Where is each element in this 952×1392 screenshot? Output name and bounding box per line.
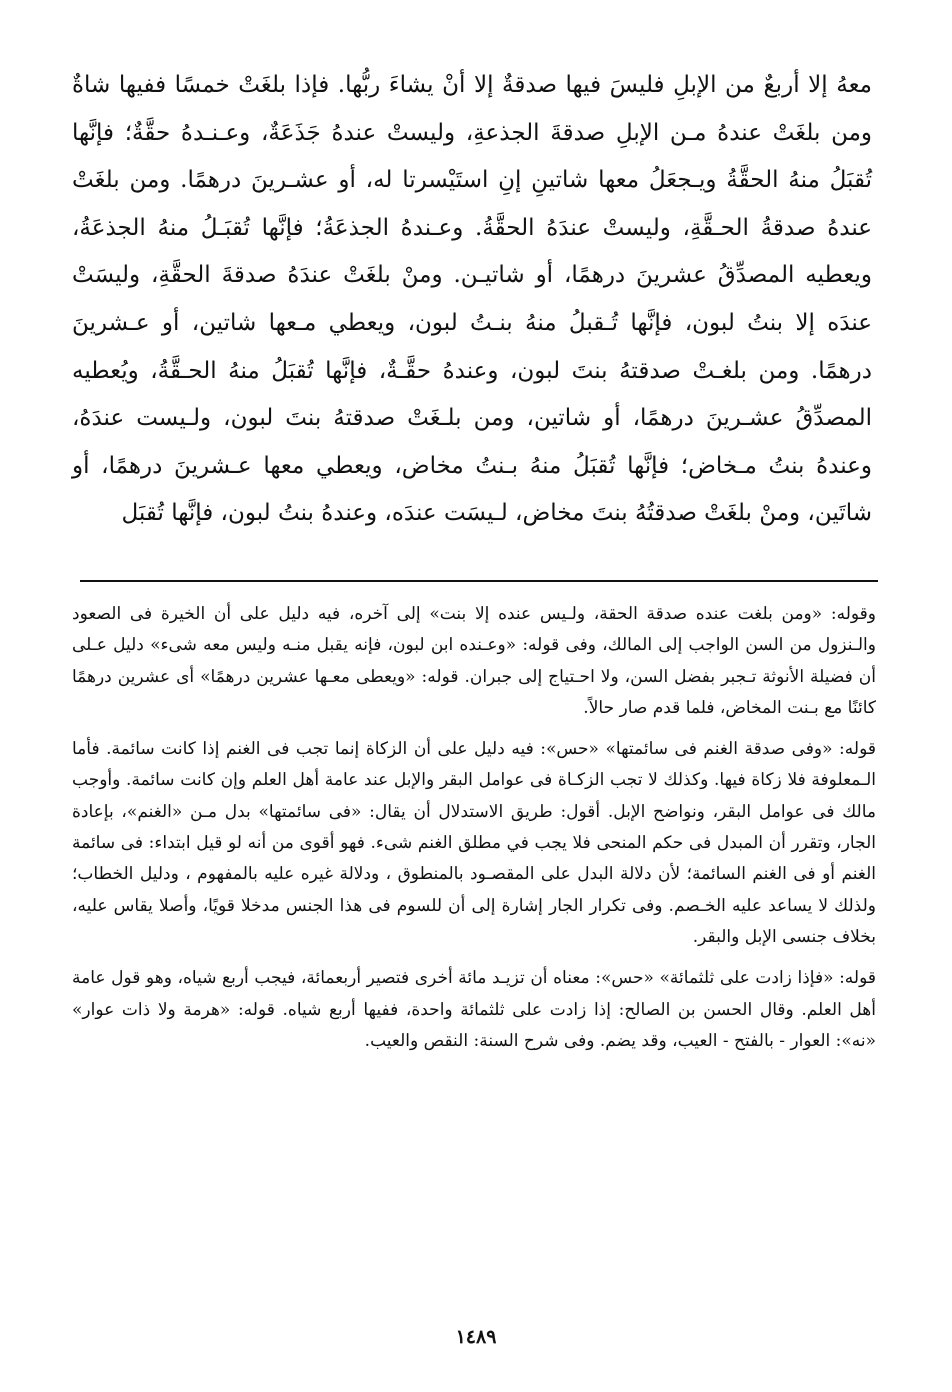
commentary-paragraph-2: قوله: «وفى صدقة الغنم فى سائمتها» «حس»: فيه دليل على أن الزكاة إنما تجب فى الغنم إذا كانت سائمة. فأما الـمعلوفة فلا زكاة فيها. وكذلك لا تجب الزكـاة فى عوامل البقر والإبل عند عامة أهل العلم وإن كانت سائمة. وأوجب مالك فى عوامل البقر، ونواضح الإبل. أقول: طريق الاستدلال أن يقال: «فى سائمتها» بدل مـن «الغنم»، بإعادة الجار، وتقرر أن المبدل فى حكم المنحى فلا يجب في مطلق الغنم شىء. فهو أقوى من أنه لو قيل ابتداء: فى سائمة الغنم أو فى الغنم السائمة؛ لأن دلالة البدل على المقصـود بالمنطوق ، ودلالة غيره عليه بالمفهوم ، ودليل الخطاب؛ ولذلك لا يساعد عليه الخـصم. وفى تكرار الجار إشارة إلى أن للسوم فى هذا الجنس مدخلا قويًا، وأصلا يقاس عليه، بخلاف جنسى الإبل والبقر.: [72, 739, 876, 947]
commentary-notes: [72, 599, 876, 1067]
footnote-divider: [80, 580, 878, 582]
commentary-paragraph-1: وقوله: «ومن بلغت عنده صدقة الحقة، ولـيس عنده إلا بنت» إلى آخره، فيه دليل على أن الخيرة فى الصعود والـنزول من السن الواجب إلى المالك، وفى قوله: «وعـنده ابن لبون، فإنه يقبل منـه وليس معه شىء» دليل عـلى أن فضيلة الأنوثة تـجبر بفضل السن، ولا احـتياج إلى جبران. قوله: «ويعطى معـها عشرين درهمًا» أى عشرين درهمًا كائنًا مع بـنت المخاض، فلما قدم صار حالاً.: [72, 604, 876, 718]
commentary-paragraph-3: قوله: «فإذا زادت على ثلثمائة» «حس»: معناه أن تزيـد مائة أخرى فتصير أربعمائة، فيجب أربع شياه، وهو قول عامة أهل العلم. وقال الحسن بن الصالح: إذا زادت على ثلثمائة واحدة، ففيها أربع شياه. قوله: «هرمة ولا ذات عوار» «نه»: العوار - بالفتح - العيب، وقد يضم. وفى شرح السنة: النقص والعيب.: [72, 968, 876, 1051]
page-number: ١٤٨٩: [455, 1326, 497, 1348]
hadith-paragraph: معهُ إلا أربعٌ من الإبلِ فليسَ فيها صدقةٌ إلا أنْ يشاءَ ربُّها. فإذا بلغَتْ خمسًا ففيها شاةٌ ومن بلغَتْ عندهُ مـن الإبلِ صدقةَ الجذعةِ، وليستْ عندهُ جَذَعَةٌ، وعـنـدهُ حقَّةٌ؛ فإنَّها تُقبَلُ منهُ الحقَّةُ ويـجعَلُ معها شاتينِ إنِ استَيْسرتا له، أو عشـرينَ درهمًا. ومن بلغَتْ عندهُ صدقةُ الحـقَّةِ، وليستْ عندَهُ الحقَّةُ. وعـندهُ الجذعَةُ؛ فإنَّها تُقبَـلُ منهُ الجذعَةُ، ويعطيه المصدِّقُ عشرينَ درهمًا، أو شاتيـن. ومنْ بلغَتْ عندَهُ صدقةَ الحقَّةِ، وليسَتْ عندَه إلا بنتُ لبون، فإنَّها تُـقبلُ منهُ بنـتُ لبون، ويعطي مـعها شاتين، أو عـشرينَ درهمًا. ومن بلغـتْ صدقتهُ بنتَ لبون، وعندهُ حقَّـةٌ، فإنَّها تُقبَلُ منهُ الحـقَّةُ، ويُعطيه المصدِّقُ عشـرينَ درهمًا، أو شاتين، ومن بلـغَتْ صدقتهُ بنتَ لبون، ولـيست عندَهُ، وعندهُ بنتُ مـخاض؛ فإنَّها تُقبَلُ منهُ بـنتُ مخاض، ويعطي معها عـشرينَ درهمًا، أو شاتَين، ومنْ بلغَتْ صدقتُهُ بنتَ مخاض، لـيسَت عندَه، وعندهُ بنتُ لبون، فإنَّها تُقبَل: [72, 72, 872, 527]
hadith-main-text: [72, 62, 872, 538]
